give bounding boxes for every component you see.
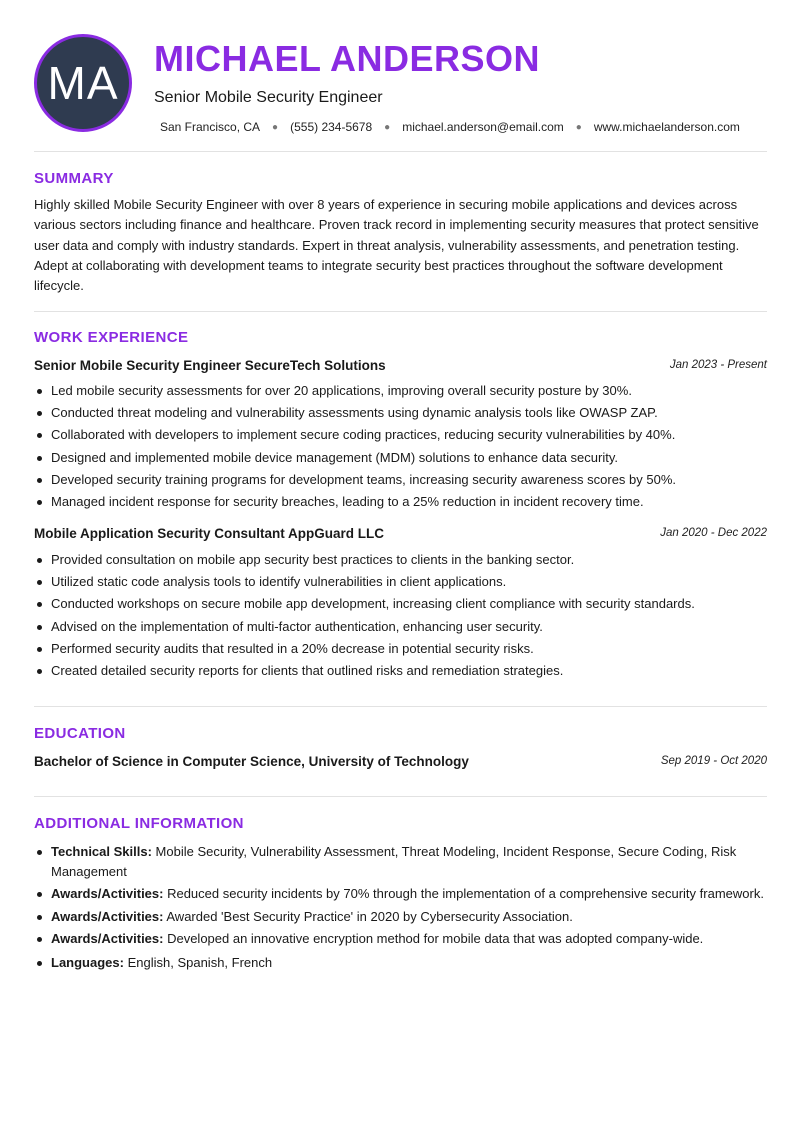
list-item [34, 929, 767, 949]
job-title: Senior Mobile Security Engineer SecureTech Solutions [34, 358, 386, 373]
item-text: English, Spanish, French [123, 954, 273, 970]
avatar [34, 34, 132, 132]
education-dates: Sep 2019 - Oct 2020 [660, 755, 767, 767]
list-item: Led mobile security assessments for over 20 applications, improving overall security posture by 30%. [34, 380, 767, 402]
list-item: Developed security training programs for development teams, increasing security awareness scores by 50%. [34, 469, 767, 491]
job-header [34, 526, 767, 544]
contact-website[interactable]: www.michaelanderson.com [593, 120, 740, 134]
list-item [34, 842, 767, 881]
divider [34, 311, 767, 312]
list-item [34, 884, 767, 904]
work-experience-heading: WORK EXPERIENCE [34, 329, 189, 346]
list-item: Performed security audits that resulted in a 20% decrease in potential security risks. [34, 638, 767, 660]
contact-location: San Francisco, CA [160, 120, 261, 134]
summary-text: Highly skilled Mobile Security Engineer with over 8 years of experience in securing mobile applications and devices across various sectors including finance and healthcare. Proven track record in implementing security measures that protect sensitive user data and comply with industry standards. Expert in threat analysis, vulnerability assessments, and penetration testing. Adept at collaborating with development teams to integrate security best practices throughout the software development lifecycle. [34, 197, 759, 294]
education-heading: EDUCATION [34, 725, 126, 742]
candidate-role: Senior Mobile Security Engineer [154, 89, 383, 106]
resume-header [34, 0, 767, 150]
additional-information-list [34, 842, 767, 975]
job-title: Mobile Application Security Consultant AppGuard LLC [34, 526, 385, 541]
list-item: Managed incident response for security breaches, leading to a 25% reduction in incident recovery time. [34, 491, 767, 513]
item-label: Technical Skills: [51, 844, 152, 859]
item-text: Awarded 'Best Security Practice' in 2020 by Cybersecurity Association. [163, 908, 573, 924]
list-item: Advised on the implementation of multi-factor authentication, enhancing user security. [34, 616, 767, 638]
contact-phone: (555) 234-5678 [290, 120, 373, 134]
list-item: Designed and implemented mobile device management (MDM) solutions to enhance data security. [34, 447, 767, 469]
degree: Bachelor of Science in Computer Science, University of Technology [34, 754, 469, 769]
contact-line [160, 120, 740, 134]
item-label: Awards/Activities: [51, 931, 164, 946]
item-label: Awards/Activities: [51, 908, 164, 924]
job-header [34, 358, 767, 376]
item-label: Languages: [51, 954, 124, 970]
job-dates: Jan 2020 - Dec 2022 [660, 527, 767, 539]
list-item: Utilized static code analysis tools to identify vulnerabilities in client applications. [34, 571, 767, 593]
divider [34, 706, 767, 707]
education-entry [34, 754, 767, 772]
contact-email[interactable]: michael.anderson@email.com [402, 120, 564, 134]
summary-heading: SUMMARY [34, 170, 114, 187]
item-text: Mobile Security, Vulnerability Assessment, Threat Modeling, Incident Response, Secure Coding, Risk Management [51, 844, 737, 879]
item-text: Developed an innovative encryption method for mobile data that was adopted company-wide. [163, 931, 704, 946]
job-dates: Jan 2023 - Present [669, 359, 767, 371]
list-item: Provided consultation on mobile app security best practices to clients in the banking sector. [34, 549, 767, 571]
job-bullets [34, 380, 767, 513]
additional-information-heading: ADDITIONAL INFORMATION [34, 815, 244, 832]
list-item: Conducted workshops on secure mobile app development, increasing client compliance with security standards. [34, 593, 767, 615]
divider [34, 151, 767, 152]
divider [34, 796, 767, 797]
avatar-initials: MA [47, 57, 119, 109]
separator-dot-icon: ● [384, 122, 391, 133]
list-item: Conducted threat modeling and vulnerability assessments using dynamic analysis tools like OWASP ZAP. [34, 402, 767, 424]
item-label: Awards/Activities: [51, 886, 164, 901]
candidate-name: MICHAEL ANDERSON [154, 38, 541, 79]
list-item [34, 907, 767, 927]
list-item: Created detailed security reports for clients that outlined risks and remediation strategies. [34, 660, 767, 682]
resume-page [34, 0, 767, 970]
list-item [34, 953, 767, 973]
list-item: Collaborated with developers to implement secure coding practices, reducing security vulnerabilities by 40%. [34, 424, 767, 446]
item-text: Reduced security incidents by 70% through the implementation of a comprehensive security framework. [163, 886, 764, 901]
separator-dot-icon: ● [272, 122, 279, 133]
job-bullets [34, 549, 767, 682]
separator-dot-icon: ● [575, 122, 582, 133]
